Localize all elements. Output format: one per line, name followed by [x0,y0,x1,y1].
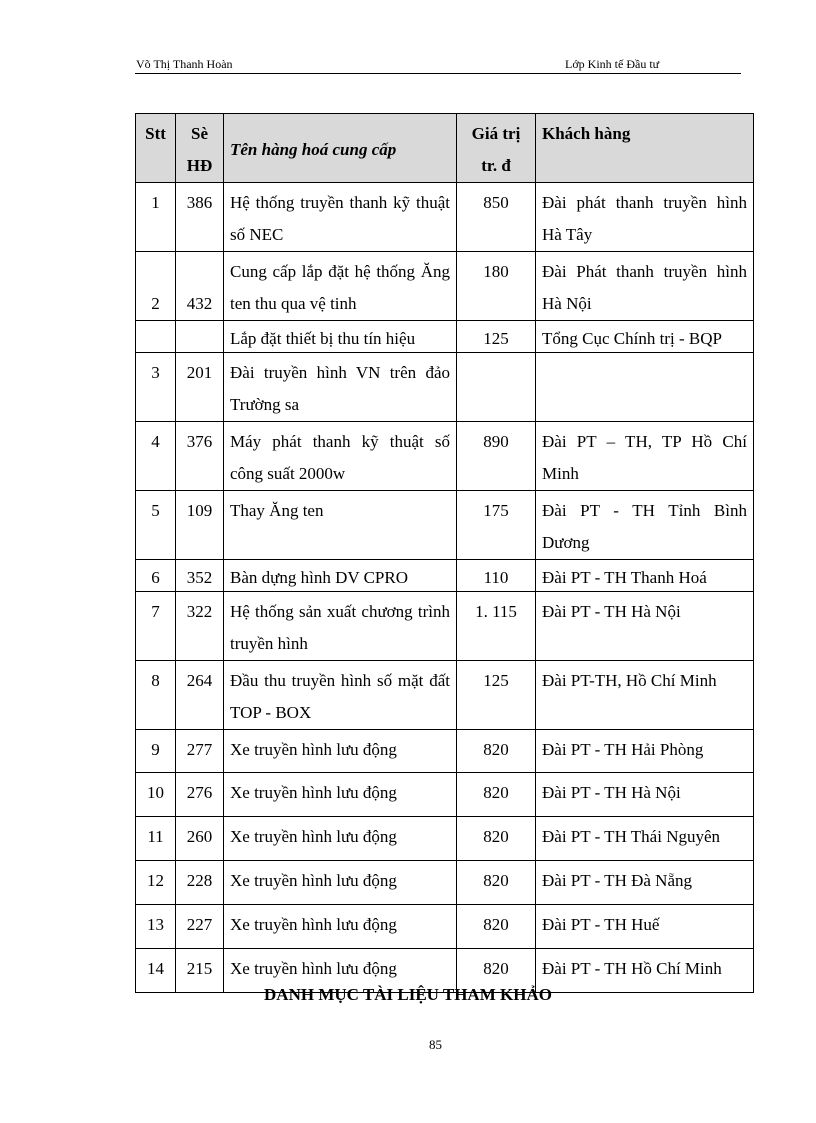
cell-hd [176,321,224,353]
cell-value: 820 [457,949,536,993]
cell-hd: 352 [176,560,224,592]
page-number: 85 [429,1037,442,1052]
cell-hd: 276 [176,773,224,817]
cell-customer [536,353,754,422]
cell-hd: 322 [176,592,224,661]
cell-hd: 228 [176,861,224,905]
cell-value: 820 [457,817,536,861]
cell-name: Lắp đặt thiết bị thu tín hiệu [224,321,457,353]
contracts-table [135,113,754,993]
table-row [136,353,754,422]
cell-hd: 215 [176,949,224,993]
cell-value: 175 [457,491,536,560]
cell-name: Xe truyền hình lưu động [224,730,457,773]
table-row [136,560,754,592]
cell-customer: Đài PT - TH Đà Nẵng [536,861,754,905]
cell-hd: 376 [176,422,224,491]
cell-customer: Đài PT - TH Thái Nguyên [536,817,754,861]
cell-customer: Đài PT-TH, Hồ Chí Minh [536,661,754,730]
cell-value: 180 [457,252,536,321]
cell-value: 820 [457,861,536,905]
header-author: Võ Thị Thanh Hoàn [136,57,233,71]
cell-customer: Đài PT - TH Thanh Hoá [536,560,754,592]
col-hd-line2: HĐ [186,156,213,175]
cell-stt: 4 [136,422,176,491]
cell-name: Xe truyền hình lưu động [224,949,457,993]
cell-customer: Đài PT - TH Huế [536,905,754,949]
col-name-header: Tên hàng hoá cung cấp [224,114,457,183]
cell-hd: 227 [176,905,224,949]
cell-name: Xe truyền hình lưu động [224,817,457,861]
col-stt-header: Stt [136,114,176,183]
cell-hd: 260 [176,817,224,861]
cell-stt: 2 [136,252,176,321]
cell-customer: Đài PT - TH Tỉnh Bình Dương [536,491,754,560]
header-class: Lớp Kinh tế Đầu tư [565,57,660,71]
cell-customer: Đài PT - TH Hồ Chí Minh [536,949,754,993]
cell-name: Máy phát thanh kỹ thuật số công suất 2000w [224,422,457,491]
cell-name: Đầu thu truyền hình số mặt đất TOP - BOX [224,661,457,730]
table-row [136,422,754,491]
cell-stt: 13 [136,905,176,949]
cell-value: 110 [457,560,536,592]
cell-customer: Tổng Cục Chính trị - BQP [536,321,754,353]
col-hd-header [176,114,224,183]
cell-value: 820 [457,905,536,949]
table-row [136,183,754,252]
table-row [136,905,754,949]
cell-stt: 6 [136,560,176,592]
cell-name: Xe truyền hình lưu động [224,905,457,949]
cell-customer: Đài phát thanh truyền hình Hà Tây [536,183,754,252]
cell-name: Thay Ăng ten [224,491,457,560]
cell-value: 850 [457,183,536,252]
cell-value: 890 [457,422,536,491]
cell-stt: 11 [136,817,176,861]
cell-name: Xe truyền hình lưu động [224,773,457,817]
references-heading: DANH MỤC TÀI LIỆU THAM KHẢO [264,985,552,1004]
col-value-line1: Giá trị [471,124,521,143]
cell-hd: 201 [176,353,224,422]
cell-hd: 264 [176,661,224,730]
col-customer-header: Khách hàng [536,114,754,183]
table-row [136,661,754,730]
cell-value: 1. 115 [457,592,536,661]
header-rule [135,73,741,74]
cell-hd: 386 [176,183,224,252]
cell-stt: 5 [136,491,176,560]
cell-customer: Đài PT - TH Hà Nội [536,773,754,817]
cell-hd: 109 [176,491,224,560]
cell-stt: 8 [136,661,176,730]
cell-name: Bàn dựng hình DV CPRO [224,560,457,592]
cell-name: Xe truyền hình lưu động [224,861,457,905]
col-value-line2: tr. đ [481,156,511,175]
cell-value: 820 [457,730,536,773]
cell-stt [136,321,176,353]
cell-name: Hệ thống truyền thanh kỹ thuật số NEC [224,183,457,252]
cell-customer: Đài Phát thanh truyền hình Hà Nội [536,252,754,321]
cell-name: Cung cấp lắp đặt hệ thống Ăng ten thu qua vệ tinh [224,252,457,321]
cell-hd: 277 [176,730,224,773]
cell-customer: Đài PT - TH Hà Nội [536,592,754,661]
cell-stt: 14 [136,949,176,993]
cell-stt: 12 [136,861,176,905]
table-row [136,252,754,321]
table-row [136,817,754,861]
table-row [136,730,754,773]
cell-stt: 7 [136,592,176,661]
cell-value: 125 [457,661,536,730]
table-row [136,491,754,560]
cell-name: Hệ thống sản xuất chương trình truyền hình [224,592,457,661]
cell-stt: 1 [136,183,176,252]
col-hd-line1: Sè [191,124,208,143]
cell-value: 820 [457,773,536,817]
cell-value: 125 [457,321,536,353]
col-value-header [457,114,536,183]
cell-stt: 10 [136,773,176,817]
table-row [136,773,754,817]
table-row [136,321,754,353]
cell-name: Đài truyền hình VN trên đảo Trường sa [224,353,457,422]
cell-customer: Đài PT - TH Hải Phòng [536,730,754,773]
cell-stt: 9 [136,730,176,773]
table-row [136,592,754,661]
cell-stt: 3 [136,353,176,422]
cell-value [457,353,536,422]
table-header-row [136,114,754,183]
cell-customer: Đài PT – TH, TP Hồ Chí Minh [536,422,754,491]
cell-hd: 432 [176,252,224,321]
table-row [136,861,754,905]
